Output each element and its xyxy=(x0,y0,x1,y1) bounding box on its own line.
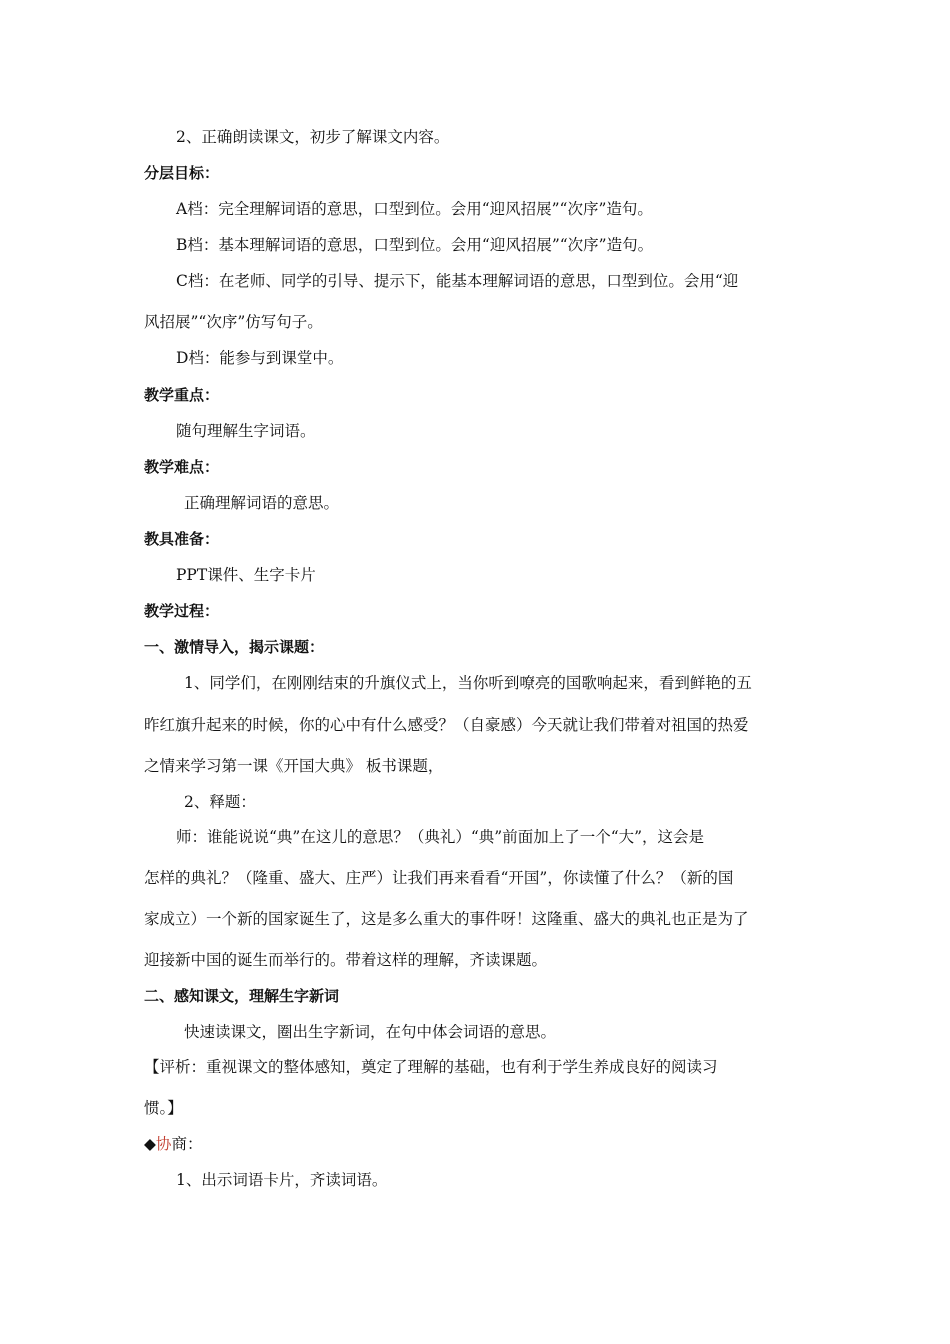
key-points-text: 随句理解生字词语。 xyxy=(176,422,316,440)
section-2-heading: 二、感知课文，理解生字新词 xyxy=(144,987,340,1005)
heading-difficulties: 教学难点： xyxy=(144,458,220,476)
section-1-heading: 一、激情导入，揭示课题： xyxy=(144,638,325,656)
comment-line2: 惯。】 xyxy=(144,1099,183,1117)
difficulties-text: 正确理解词语的意思。 xyxy=(184,494,340,512)
tier-b: B档：基本理解词语的意思，口型到位。会用“迎风招展”“次序”造句。 xyxy=(176,236,654,254)
negotiation-label: 商： xyxy=(171,1135,203,1153)
tier-a: A档：完全理解词语的意思，口型到位。会用“迎风招展”“次序”造句。 xyxy=(176,200,653,218)
heading-materials: 教具准备： xyxy=(144,530,220,548)
heading-process: 教学过程： xyxy=(144,602,220,620)
materials-text: PPT课件、生字卡片 xyxy=(176,566,316,584)
diamond-bullet-icon: ◆ xyxy=(144,1135,156,1153)
teacher-para-line4: 迎接新中国的诞生而举行的。带着这样的理解，齐读课题。 xyxy=(144,951,548,969)
negotiation-red-char: 协 xyxy=(155,1135,172,1153)
tier-d: D档：能参与到课堂中。 xyxy=(176,349,344,367)
teacher-para-line2: 怎样的典礼？（隆重、盛大、庄严）让我们再来看看“开国”，你读懂了什么？（新的国 xyxy=(144,869,734,887)
intro-para-line1: 1、同学们，在刚刚结束的升旗仪式上，当你听到嘹亮的国歌响起来，看到鲜艳的五 xyxy=(184,674,752,692)
intro-para-line3: 之情来学习第一课《开国大典》 板书课题， xyxy=(144,757,444,775)
intro-para-line2: 昨红旗升起来的时候，你的心中有什么感受？（自豪感）今天就让我们带着对祖国的热爱 xyxy=(144,716,749,734)
negotiation-line xyxy=(144,1134,809,1154)
tier-c-line2: 风招展”“次序”仿写句子。 xyxy=(144,313,323,331)
explain-title-label: 2、释题： xyxy=(184,793,256,811)
reading-task: 快速读课文，圈出生字新词，在句中体会词语的意思。 xyxy=(184,1023,557,1041)
comment-line1: 【评析：重视课文的整体感知，奠定了理解的基础，也有利于学生养成良好的阅读习 xyxy=(144,1058,718,1076)
tier-c-line1: C档：在老师、同学的引导、提示下，能基本理解词语的意思，口型到位。会用“迎 xyxy=(176,272,739,290)
teacher-para-line1: 师：谁能说说“典”在这儿的意思？（典礼）“典”前面加上了一个“大”，这会是 xyxy=(176,828,705,846)
heading-tiered-goals: 分层目标： xyxy=(144,164,220,182)
word-card-step: 1、出示词语卡片，齐读词语。 xyxy=(176,1171,388,1189)
teacher-para-line3: 家成立）一个新的国家诞生了，这是多么重大的事件呀！这隆重、盛大的典礼也正是为了 xyxy=(144,910,749,928)
heading-key-points: 教学重点： xyxy=(144,386,220,404)
goal-item-2: 2、正确朗读课文，初步了解课文内容。 xyxy=(176,128,450,146)
